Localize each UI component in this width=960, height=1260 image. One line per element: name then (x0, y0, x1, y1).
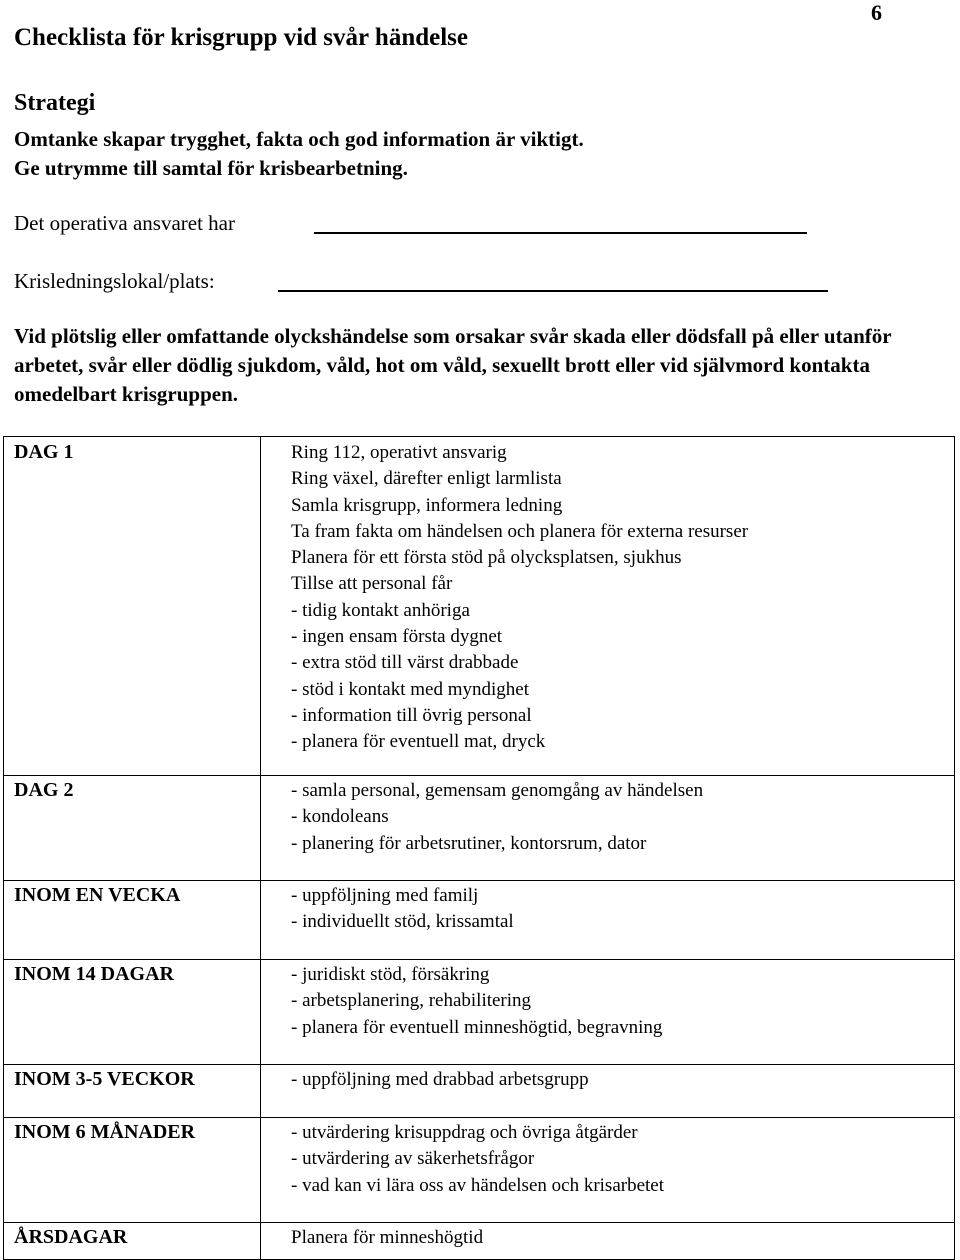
day-label: INOM EN VECKA (14, 884, 181, 906)
tasks-cell (261, 960, 955, 1065)
list-item: Tillse att personal får (291, 573, 453, 595)
crisis-location-label: Krisledningslokal/plats: (14, 269, 215, 293)
day-label: INOM 14 DAGAR (14, 963, 174, 985)
list-item: - stöd i kontakt med myndighet (291, 678, 530, 700)
tasks-cell (261, 1118, 955, 1223)
list-item: - planera för eventuell mat, dryck (291, 731, 546, 753)
day-label: ÅRSDAGAR (14, 1226, 128, 1248)
tasks-cell (261, 881, 955, 960)
crisis-schedule-table (3, 436, 955, 1260)
list-item: - extra stöd till värst drabbade (291, 652, 519, 674)
table-row (4, 960, 955, 1065)
table-row (4, 776, 955, 881)
list-item: - information till övrig personal (291, 704, 532, 726)
list-item: - uppföljning med familj (291, 885, 479, 906)
task-list (261, 437, 954, 756)
list-item: - planering för arbetsrutiner, kontorsrum, dator (291, 832, 647, 854)
strategy-heading: Strategi (14, 90, 96, 116)
day-cell (4, 437, 261, 776)
list-item: Ring växel, därefter enligt larmlista (291, 468, 562, 490)
tasks-cell (261, 1223, 955, 1260)
day-cell (4, 1223, 261, 1260)
list-item: Ta fram fakta om händelsen och planera för externa resurser (291, 520, 749, 542)
task-list (261, 960, 954, 1041)
day-cell (4, 960, 261, 1065)
list-item: - kondoleans (291, 806, 389, 828)
list-item: - planera för eventuell minneshögtid, begravning (291, 1016, 663, 1038)
table-row (4, 881, 955, 960)
day-label: INOM 3-5 VECKOR (14, 1068, 195, 1090)
list-item: - arbetsplanering, rehabilitering (291, 990, 532, 1012)
list-item: - individuellt stöd, krissamtal (291, 911, 514, 933)
day-label: INOM 6 MÅNADER (14, 1121, 196, 1143)
task-list (261, 1223, 954, 1251)
crisis-location-field[interactable] (278, 290, 828, 292)
strategy-line: Omtanke skapar trygghet, fakta och god information är viktigt. (14, 127, 584, 151)
day-label: DAG 1 (14, 441, 74, 463)
tasks-cell (261, 437, 955, 776)
document-title: Checklista för krisgrupp vid svår händelse (14, 24, 469, 51)
operative-responsibility-label: Det operativa ansvaret har (14, 211, 235, 235)
list-item: Ring 112, operativt ansvarig (291, 442, 507, 463)
table-row (4, 1065, 955, 1118)
task-list (261, 1065, 954, 1093)
table-row (4, 437, 955, 776)
day-cell (4, 776, 261, 881)
day-cell (4, 1118, 261, 1223)
page-number: 6 (871, 0, 882, 25)
list-item: Planera för minneshögtid (291, 1227, 484, 1248)
list-item: - ingen ensam första dygnet (291, 626, 503, 648)
intro-paragraph: Vid plötslig eller omfattande olyckshändelse som orsakar svår skada eller dödsfall på eller utanför arbetet, svår eller dödlig sjukdom, våld, hot om våld, sexuellt brott eller vid självmord kontakta omedelbart krisgruppen. (14, 324, 892, 406)
list-item: - vad kan vi lära oss av händelsen och krisarbetet (291, 1174, 665, 1196)
day-cell (4, 1065, 261, 1118)
day-label: DAG 2 (14, 779, 74, 801)
operative-responsibility-field[interactable] (314, 232, 807, 234)
list-item: - samla personal, gemensam genomgång av händelsen (291, 780, 704, 801)
table-row (4, 1223, 955, 1260)
list-item: - utvärdering krisuppdrag och övriga åtgärder (291, 1122, 638, 1143)
list-item: Planera för ett första stöd på olycksplatsen, sjukhus (291, 547, 682, 569)
tasks-cell (261, 1065, 955, 1118)
list-item: Samla krisgrupp, informera ledning (291, 494, 563, 516)
strategy-line: Ge utrymme till samtal för krisbearbetning. (14, 156, 408, 180)
task-list (261, 776, 954, 857)
table-row (4, 1118, 955, 1223)
task-list (261, 1118, 954, 1199)
task-list (261, 881, 954, 936)
list-item: - uppföljning med drabbad arbetsgrupp (291, 1069, 589, 1090)
list-item: - juridiskt stöd, försäkring (291, 964, 490, 985)
tasks-cell (261, 776, 955, 881)
list-item: - tidig kontakt anhöriga (291, 599, 470, 621)
day-cell (4, 881, 261, 960)
list-item: - utvärdering av säkerhetsfrågor (291, 1148, 535, 1170)
